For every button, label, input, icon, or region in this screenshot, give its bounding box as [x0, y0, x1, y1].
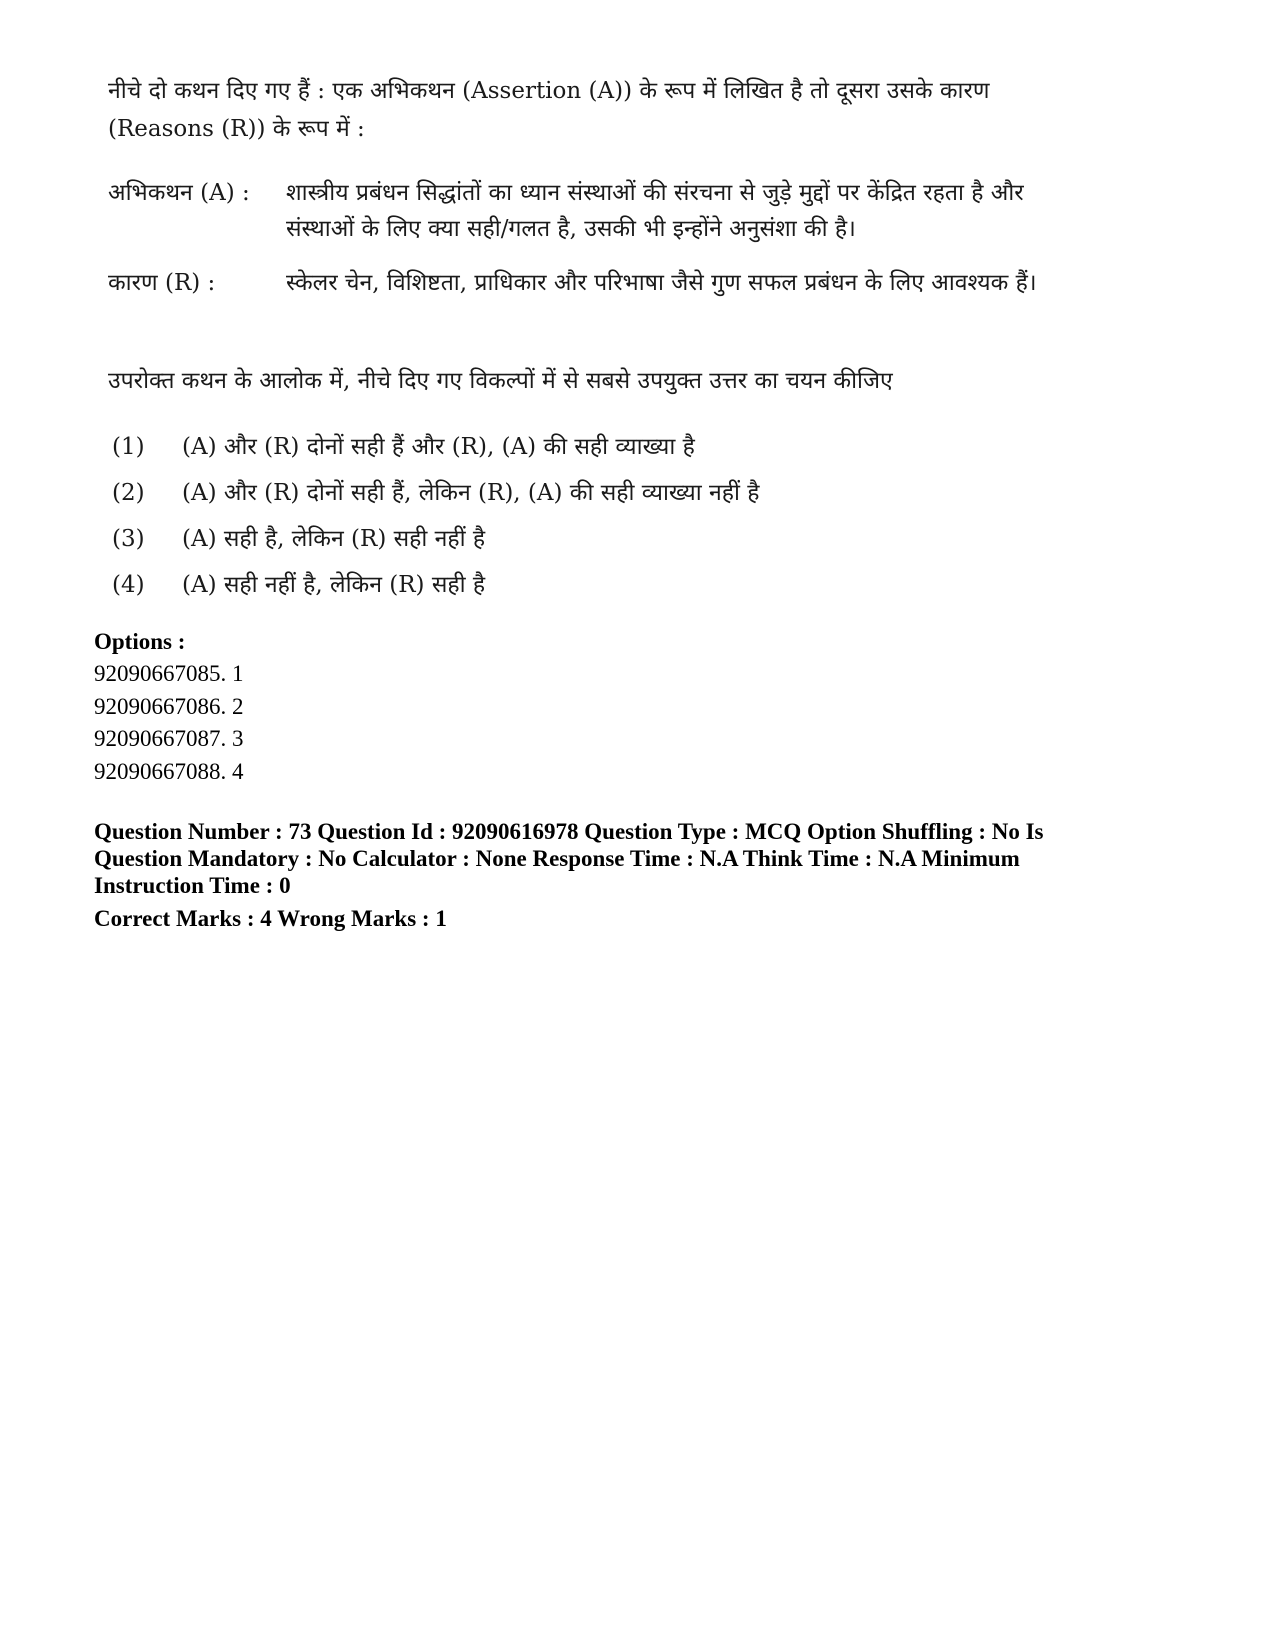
choice-text: (A) और (R) दोनों सही हैं और (R), (A) की सही व्याख्या है — [182, 434, 695, 460]
choice-number: (4) — [112, 572, 145, 598]
question-intro-line-1: नीचे दो कथन दिए गए हैं : एक अभिकथन (Assertion (A)) के रूप में लिखित है तो दूसरा उसके कारण — [108, 78, 990, 104]
choice-number: (3) — [112, 526, 145, 552]
option-item: 92090667085. 1 — [94, 661, 244, 686]
question-intro-line-2: (Reasons (R)) के रूप में : — [108, 116, 365, 142]
question-marks: Correct Marks : 4 Wrong Marks : 1 — [94, 906, 447, 931]
assertion-label: अभिकथन (A) : — [108, 180, 250, 206]
option-item: 92090667086. 2 — [94, 693, 244, 719]
assertion-text: शास्त्रीय प्रबंधन सिद्धांतों का ध्यान संस्थाओं की संरचना से जुड़े मुद्दों पर केंद्रित रहता है और संस्थाओं के लिए क्या सही/गलत है, उसकी भी इन्होंने अनुसंशा की है। — [286, 180, 1024, 242]
choice-number: (2) — [112, 480, 145, 506]
options-heading: Options : — [94, 629, 186, 654]
reason-text: स्केलर चेन, विशिष्टता, प्राधिकार और परिभाषा जैसे गुण सफल प्रबंधन के लिए आवश्यक हैं। — [286, 270, 1037, 296]
option-item: 92090667087. 3 — [94, 726, 244, 751]
question-meta: Question Number : 73 Question Id : 92090616978 Question Type : MCQ Option Shuffling : No Is Question Mandatory : No Calculator : None Response Time : N.A Think Time : N.A Minimum Instruction Time : 0 — [94, 819, 1044, 898]
option-item: 92090667088. 4 — [94, 758, 244, 784]
choice-text: (A) और (R) दोनों सही हैं, लेकिन (R), (A) की सही व्याख्या नहीं है — [182, 480, 760, 506]
choice-text: (A) सही है, लेकिन (R) सही नहीं है — [182, 526, 486, 552]
reason-label: कारण (R) : — [108, 270, 216, 296]
choice-number: (1) — [112, 434, 145, 460]
choice-text: (A) सही नहीं है, लेकिन (R) सही है — [182, 572, 486, 598]
answer-section — [94, 626, 1094, 933]
question-instruction: उपरोक्त कथन के आलोक में, नीचे दिए गए विकल्पों में से सबसे उपयुक्त उत्तर का चयन कीजिए — [108, 368, 893, 394]
